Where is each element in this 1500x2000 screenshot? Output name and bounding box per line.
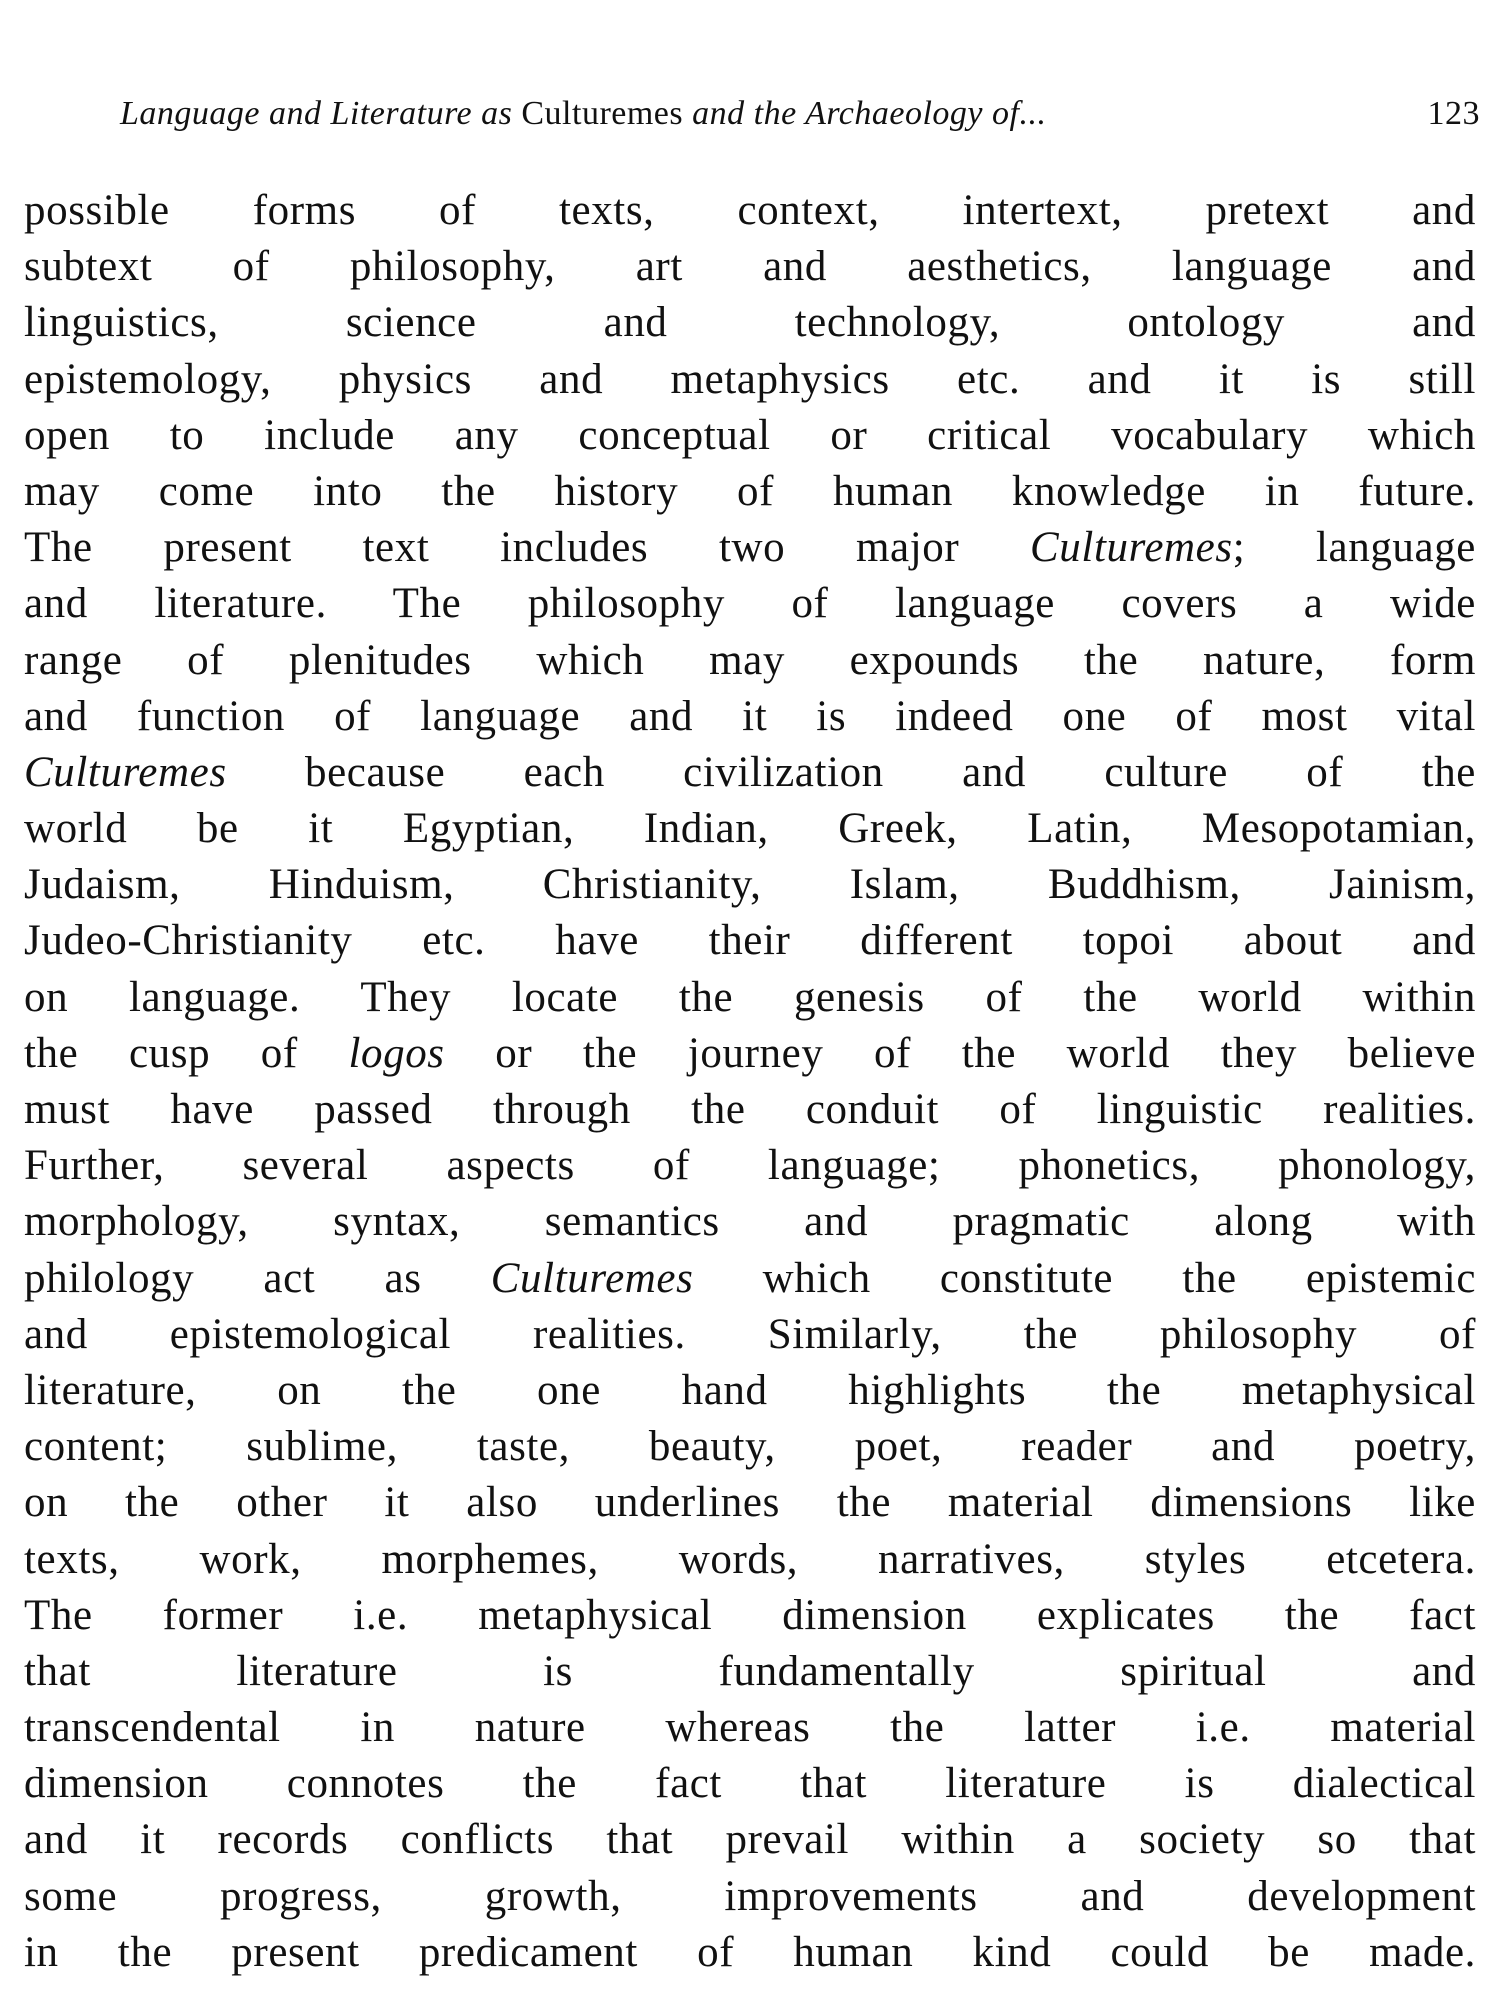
text-segment-italic: Culturemes bbox=[1030, 524, 1233, 572]
text-line bbox=[24, 464, 1476, 520]
text-segment: transcendental in nature whereas the latter i.e. material bbox=[24, 1704, 1476, 1752]
text-segment-italic: logos bbox=[348, 1029, 445, 1077]
running-head-title-part2: Culturemes bbox=[521, 95, 684, 132]
text-segment: philology act as bbox=[24, 1254, 491, 1302]
text-segment: must have passed through the conduit of linguistic realities. bbox=[24, 1086, 1476, 1133]
text-segment: which constitute the epistemic bbox=[693, 1254, 1476, 1302]
text-line bbox=[24, 689, 1476, 745]
text-segment-italic: Culturemes bbox=[490, 1254, 694, 1302]
running-head-title bbox=[120, 92, 1046, 136]
text-segment: The present text includes two major bbox=[24, 524, 1031, 572]
text-line bbox=[24, 1419, 1476, 1475]
text-line bbox=[24, 576, 1476, 632]
text-segment: ; language bbox=[1232, 524, 1476, 572]
text-segment: dimension connotes the fact that literature is dialectical bbox=[24, 1760, 1476, 1808]
text-segment: world be it Egyptian, Indian, Greek, Latin, Mesopotamian, bbox=[24, 805, 1476, 853]
text-segment: texts, work, morphemes, words, narratives, styles etcetera. bbox=[24, 1535, 1476, 1583]
text-line bbox=[24, 1700, 1476, 1756]
text-segment: that literature is fundamentally spiritual and bbox=[24, 1647, 1476, 1695]
text-line bbox=[24, 745, 1476, 801]
body-paragraph bbox=[24, 183, 1476, 1981]
text-segment: and function of language and it is indeed one of most vital bbox=[24, 692, 1476, 740]
running-head bbox=[120, 92, 1480, 136]
text-line bbox=[24, 408, 1476, 464]
text-segment: the cusp of bbox=[24, 1029, 349, 1077]
text-segment: open to include any conceptual or critical vocabulary which bbox=[24, 411, 1476, 459]
text-line bbox=[24, 1307, 1476, 1363]
text-segment: The former i.e. metaphysical dimension explicates the fact bbox=[24, 1591, 1476, 1639]
running-head-title-part3: and the Archaeology of... bbox=[683, 95, 1047, 132]
text-line bbox=[24, 633, 1476, 689]
text-line bbox=[24, 1588, 1476, 1644]
page-number: 123 bbox=[1427, 95, 1480, 132]
text-segment: Further, several aspects of language; phonetics, phonology, bbox=[24, 1142, 1476, 1190]
text-line bbox=[24, 1082, 1476, 1138]
text-segment: Judeo-Christianity etc. have their different topoi about and bbox=[24, 917, 1476, 965]
text-line bbox=[24, 1363, 1476, 1419]
text-line bbox=[24, 183, 1476, 239]
text-segment: and epistemological realities. Similarly, the philosophy of bbox=[24, 1310, 1476, 1358]
text-segment: some progress, growth, improvements and development bbox=[24, 1872, 1476, 1920]
text-line bbox=[24, 352, 1476, 408]
text-line bbox=[24, 1475, 1476, 1531]
text-segment: because each civilization and culture of the bbox=[226, 748, 1476, 796]
text-line bbox=[24, 1251, 1476, 1307]
text-segment: or the journey of the world they believe bbox=[444, 1029, 1477, 1077]
text-segment-italic: Culturemes bbox=[24, 748, 227, 796]
text-segment: linguistics, science and technology, ontology and bbox=[24, 299, 1476, 347]
text-segment: range of plenitudes which may expounds the nature, form bbox=[24, 636, 1476, 684]
text-line bbox=[24, 913, 1476, 969]
text-line bbox=[24, 520, 1476, 576]
text-segment: and it records conflicts that prevail within a society so that bbox=[24, 1816, 1476, 1864]
text-segment: on the other it also underlines the material dimensions like bbox=[24, 1479, 1476, 1527]
running-head-title-part1: Language and Literature as bbox=[120, 95, 522, 132]
text-line bbox=[24, 1812, 1476, 1868]
text-segment: Judaism, Hinduism, Christianity, Islam, Buddhism, Jainism, bbox=[24, 861, 1476, 909]
text-line bbox=[24, 970, 1476, 1026]
text-segment: literature, on the one hand highlights the metaphysical bbox=[24, 1366, 1476, 1414]
text-segment: and literature. The philosophy of language covers a wide bbox=[24, 580, 1476, 628]
text-segment: content; sublime, taste, beauty, poet, reader and poetry, bbox=[24, 1423, 1476, 1471]
text-line bbox=[24, 1756, 1476, 1812]
text-segment: morphology, syntax, semantics and pragmatic along with bbox=[24, 1198, 1476, 1246]
text-segment: may come into the history of human knowledge in future. bbox=[24, 467, 1476, 515]
text-line bbox=[24, 857, 1476, 913]
text-segment: on language. They locate the genesis of the world within bbox=[24, 973, 1476, 1021]
text-line bbox=[24, 1138, 1476, 1194]
text-segment: in the present predicament of human kind could be made. bbox=[24, 1928, 1476, 1976]
text-line bbox=[24, 1869, 1476, 1925]
text-line bbox=[24, 295, 1476, 351]
text-line bbox=[24, 1194, 1476, 1250]
text-segment: epistemology, physics and metaphysics etc. and it is still bbox=[24, 355, 1476, 403]
text-line bbox=[24, 1532, 1476, 1588]
text-line bbox=[24, 1644, 1476, 1700]
text-line bbox=[24, 1026, 1476, 1082]
text-segment: subtext of philosophy, art and aesthetics, language and bbox=[24, 243, 1476, 291]
text-line bbox=[24, 239, 1476, 295]
text-line bbox=[24, 801, 1476, 857]
text-line bbox=[24, 1925, 1476, 1981]
text-segment: possible forms of texts, context, intertext, pretext and bbox=[24, 187, 1476, 234]
